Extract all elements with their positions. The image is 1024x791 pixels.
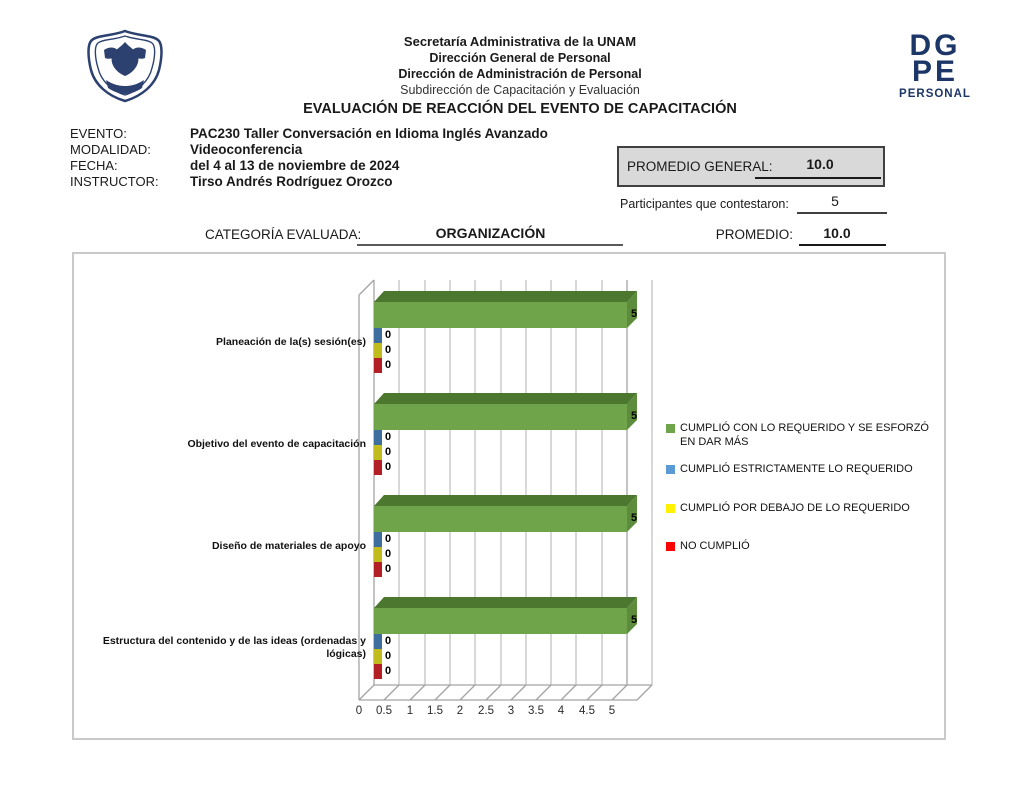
modalidad-label: MODALIDAD: [70,142,151,157]
dgpe-logo-text: DG [909,29,961,62]
bar-value-label: 0 [385,665,392,677]
legend-swatch-green-icon [666,424,675,433]
unam-crest-icon [80,28,170,104]
category-label: Diseño de materiales de apoyo [211,539,366,552]
category-label: Objetivo del evento de capacitación [187,437,366,450]
underline [357,244,623,246]
event-label: EVENTO: [70,126,127,141]
bar-chart [72,252,946,740]
bar-value-label: 0 [385,635,392,647]
legend-label: CUMPLIÓ CON LO REQUERIDO Y SE ESFORZÓ EN DAR MÁS [680,422,929,448]
page-title: EVALUACIÓN DE REACCIÓN DEL EVENTO DE CAPACITACIÓN [303,101,737,117]
legend-label: CUMPLIÓ POR DEBAJO DE LO REQUERIDO [680,502,910,514]
org-header [300,33,740,98]
category-label: Planeación de la(s) sesión(es) [216,335,366,348]
bar-value-label: 0 [385,461,392,473]
underline [797,212,887,214]
x-tick: 4 [557,705,565,717]
org-line: Dirección de Administración de Personal [398,67,642,81]
legend-item [666,502,936,516]
legend-label: NO CUMPLIÓ [680,540,750,552]
org-line: Dirección General de Personal [429,51,611,65]
x-tick: 2.5 [478,705,494,717]
x-tick: 5 [608,705,616,717]
dgpe-logo-text: PE [911,55,959,88]
x-tick: 0.5 [376,705,392,717]
bar-value-label: 0 [385,548,392,560]
bar-value-label: 0 [385,446,392,458]
legend-swatch-blue-icon [666,465,675,474]
x-tick: 1.5 [427,705,443,717]
promedio-label: PROMEDIO: [715,227,793,242]
bar-value-label: 0 [385,563,392,575]
bar-value-label: 5 [631,410,638,422]
promedio-general-label: PROMEDIO GENERAL: [627,159,773,174]
category-label: Estructura del contenido y de las ideas (ordenadas y lógicas) [102,635,366,660]
instructor-label: INSTRUCTOR: [70,174,159,189]
bar-value-label: 0 [385,650,392,662]
bar-value-label: 0 [385,344,392,356]
bar-value-label: 0 [385,431,392,443]
legend-swatch-red-icon [666,542,675,551]
legend-swatch-yellow-icon [666,504,675,513]
x-tick: 1 [406,705,414,717]
participantes-value: 5 [831,193,839,209]
dgpe-logo-subtext: PERSONAL [899,88,971,100]
x-tick: 4.5 [579,705,595,717]
x-tick: 3 [507,705,515,717]
fecha-value: del 4 al 13 de noviembre de 2024 [190,158,400,173]
promedio-general-value: 10.0 [806,156,834,172]
org-line: Secretaría Administrativa de la UNAM [403,34,637,49]
bar-value-label: 5 [631,614,638,626]
modalidad-value: Videoconferencia [190,142,303,157]
underline [799,244,886,246]
categoria-evaluada-label: CATEGORÍA EVALUADA: [205,227,362,242]
x-tick: 3.5 [528,705,544,717]
categoria-evaluada-value: ORGANIZACIÓN [435,225,546,241]
bar-value-label: 5 [631,512,638,524]
legend-item [666,540,936,554]
bar-value-label: 5 [631,308,638,320]
x-tick: 0 [355,705,363,717]
x-tick: 2 [456,705,464,717]
legend-label: CUMPLIÓ ESTRICTAMENTE LO REQUERIDO [680,463,913,475]
bar-value-label: 0 [385,329,392,341]
instructor-value: Tirso Andrés Rodríguez Orozco [190,174,393,189]
legend-item [666,422,936,449]
legend-item [666,463,936,477]
promedio-value: 10.0 [823,225,851,241]
promedio-general-box [617,146,885,187]
underline [755,177,881,179]
dgpe-logo [882,29,988,100]
participantes-label: Participantes que contestaron: [620,197,789,211]
bar-value-label: 0 [385,533,392,545]
fecha-label: FECHA: [70,158,118,173]
org-line: Subdirección de Capacitación y Evaluación [400,83,640,97]
bar-value-label: 0 [385,359,392,371]
event-value: PAC230 Taller Conversación en Idioma Inglés Avanzado [190,126,548,141]
